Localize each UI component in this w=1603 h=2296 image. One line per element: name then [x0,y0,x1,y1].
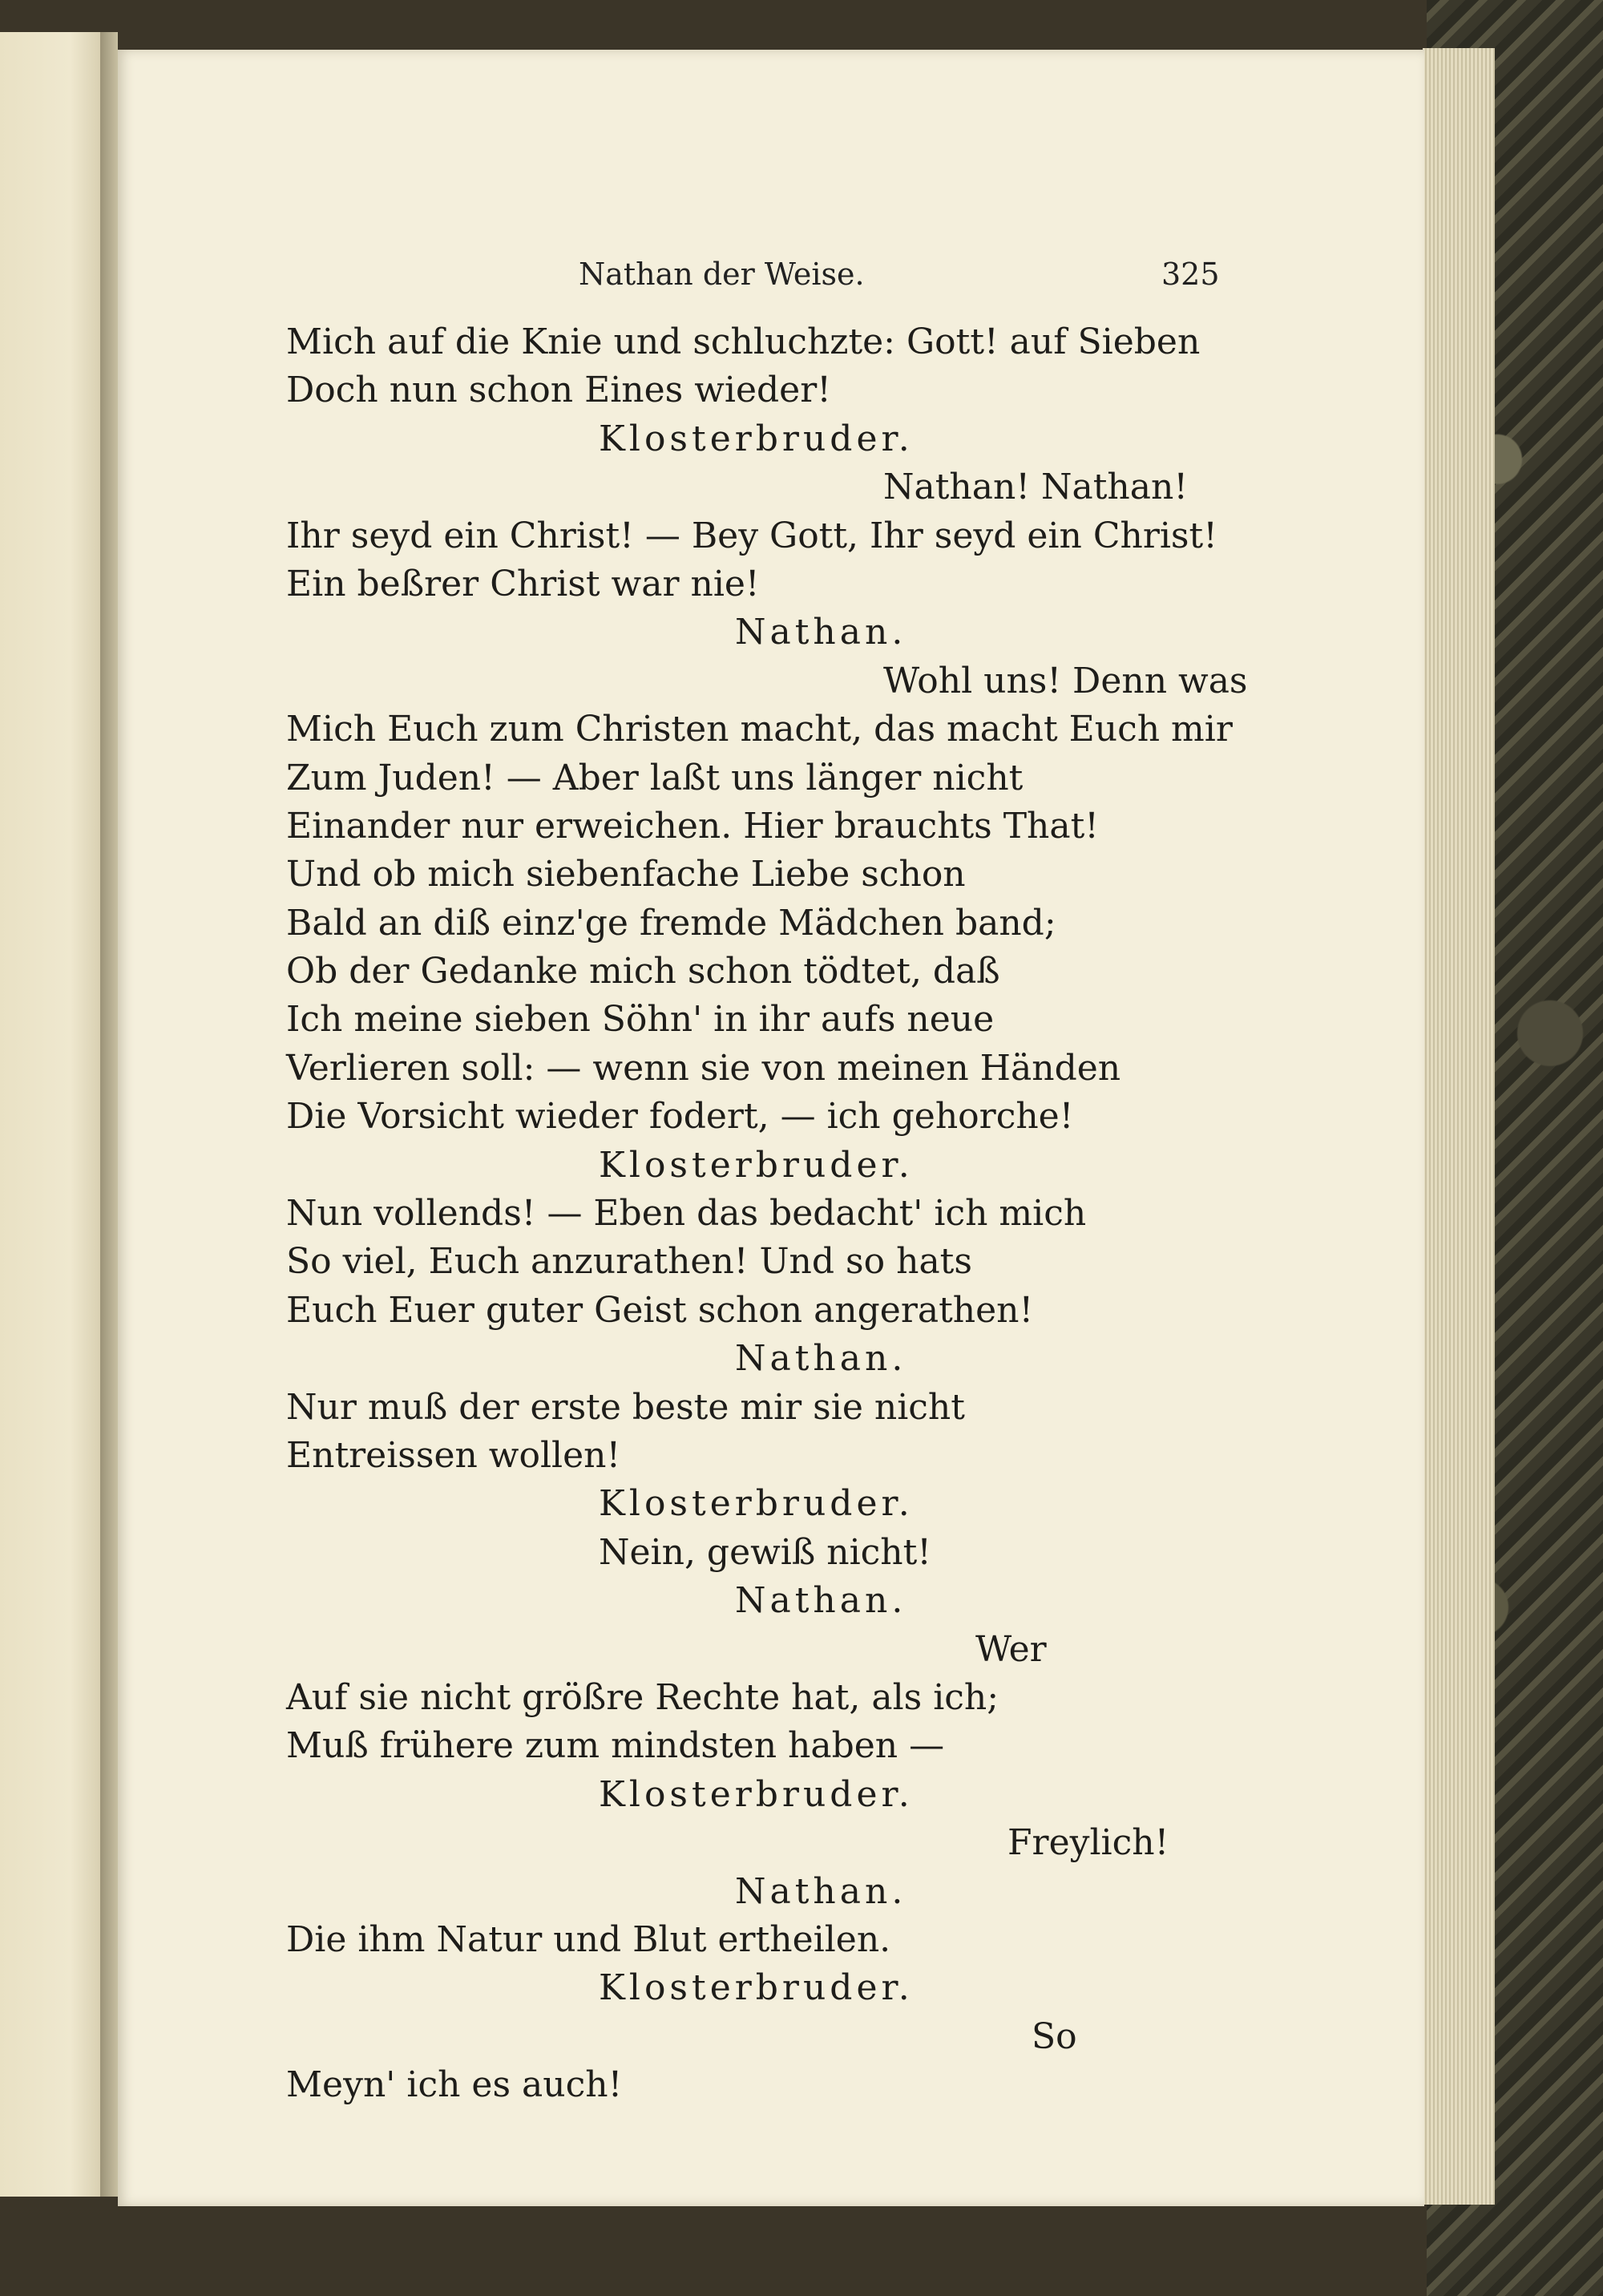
verse-line: Nein, gewiß nicht! [599,1531,931,1573]
verse-line: Ein beßrer Christ war nie! [286,563,760,604]
verse-line: Auf sie nicht größre Rechte hat, als ich; [286,1676,999,1718]
verse-line: Ihr seyd ein Christ! — Bey Gott, Ihr seyd ein Christ! [286,515,1217,556]
verse-line: Nathan! Nathan! [883,467,1188,508]
speaker-name: Nathan. [735,612,907,653]
speaker-name: Klosterbruder. [599,418,914,459]
book-gutter [100,32,118,2197]
verse-line: So [1032,2015,1077,2057]
verse-line: Mich Euch zum Christen macht, das macht Euch mir [286,709,1233,750]
verse-line: Verlieren soll: — wenn sie von meinen Händen [286,1047,1121,1089]
verse-line: So viel, Euch anzurathen! Und so hats [286,1241,972,1283]
page-number: 325 [1161,257,1220,292]
verse-line: Wer [975,1628,1047,1670]
page-edges [1423,48,1495,2205]
verse-line: Die Vorsicht wieder fodert, — ich gehorche! [286,1096,1074,1138]
page-text [286,318,1328,2109]
verse-line: Euch Euer guter Geist schon angerathen! [286,1289,1034,1331]
verse-line: Ob der Gedanke mich schon tödtet, daß [286,951,1000,992]
verse-line: Ich meine sieben Söhn' in ihr aufs neue [286,999,995,1041]
speaker-name: Klosterbruder. [599,1483,914,1525]
verse-line: Und ob mich siebenfache Liebe schon [286,854,966,895]
verse-line: Einander nur erweichen. Hier brauchts That! [286,805,1099,847]
left-page-edge [0,32,100,2197]
verse-line: Entreissen wollen! [286,1434,621,1476]
verse-line: Wohl uns! Denn was [883,660,1248,701]
book-page [118,50,1424,2206]
speaker-name: Klosterbruder. [599,1144,914,1186]
speaker-name: Nathan. [735,1870,907,1912]
verse-line: Doch nun schon Eines wieder! [286,370,831,411]
speaker-name: Nathan. [735,1338,907,1380]
verse-line: Bald an diß einz'ge fremde Mädchen band; [286,902,1056,944]
verse-line: Zum Juden! — Aber laßt uns länger nicht [286,757,1024,798]
verse-line: Muß frühere zum mindsten haben — [286,1725,945,1767]
verse-line: Nun vollends! — Eben das bedacht' ich mich [286,1193,1087,1235]
verse-line: Meyn' ich es auch! [286,2064,623,2106]
speaker-name: Nathan. [735,1580,907,1622]
verse-line: Mich auf die Knie und schluchzte: Gott! auf Sieben [286,321,1201,362]
verse-line: Nur muß der erste beste mir sie nicht [286,1386,965,1428]
verse-line: Die ihm Natur und Blut ertheilen. [286,1918,891,1960]
verse-line: Freylich! [1007,1822,1169,1864]
speaker-name: Klosterbruder. [599,1773,914,1815]
page-header [118,257,1424,297]
speaker-name: Klosterbruder. [599,1967,914,2009]
running-title: Nathan der Weise. [579,257,865,292]
